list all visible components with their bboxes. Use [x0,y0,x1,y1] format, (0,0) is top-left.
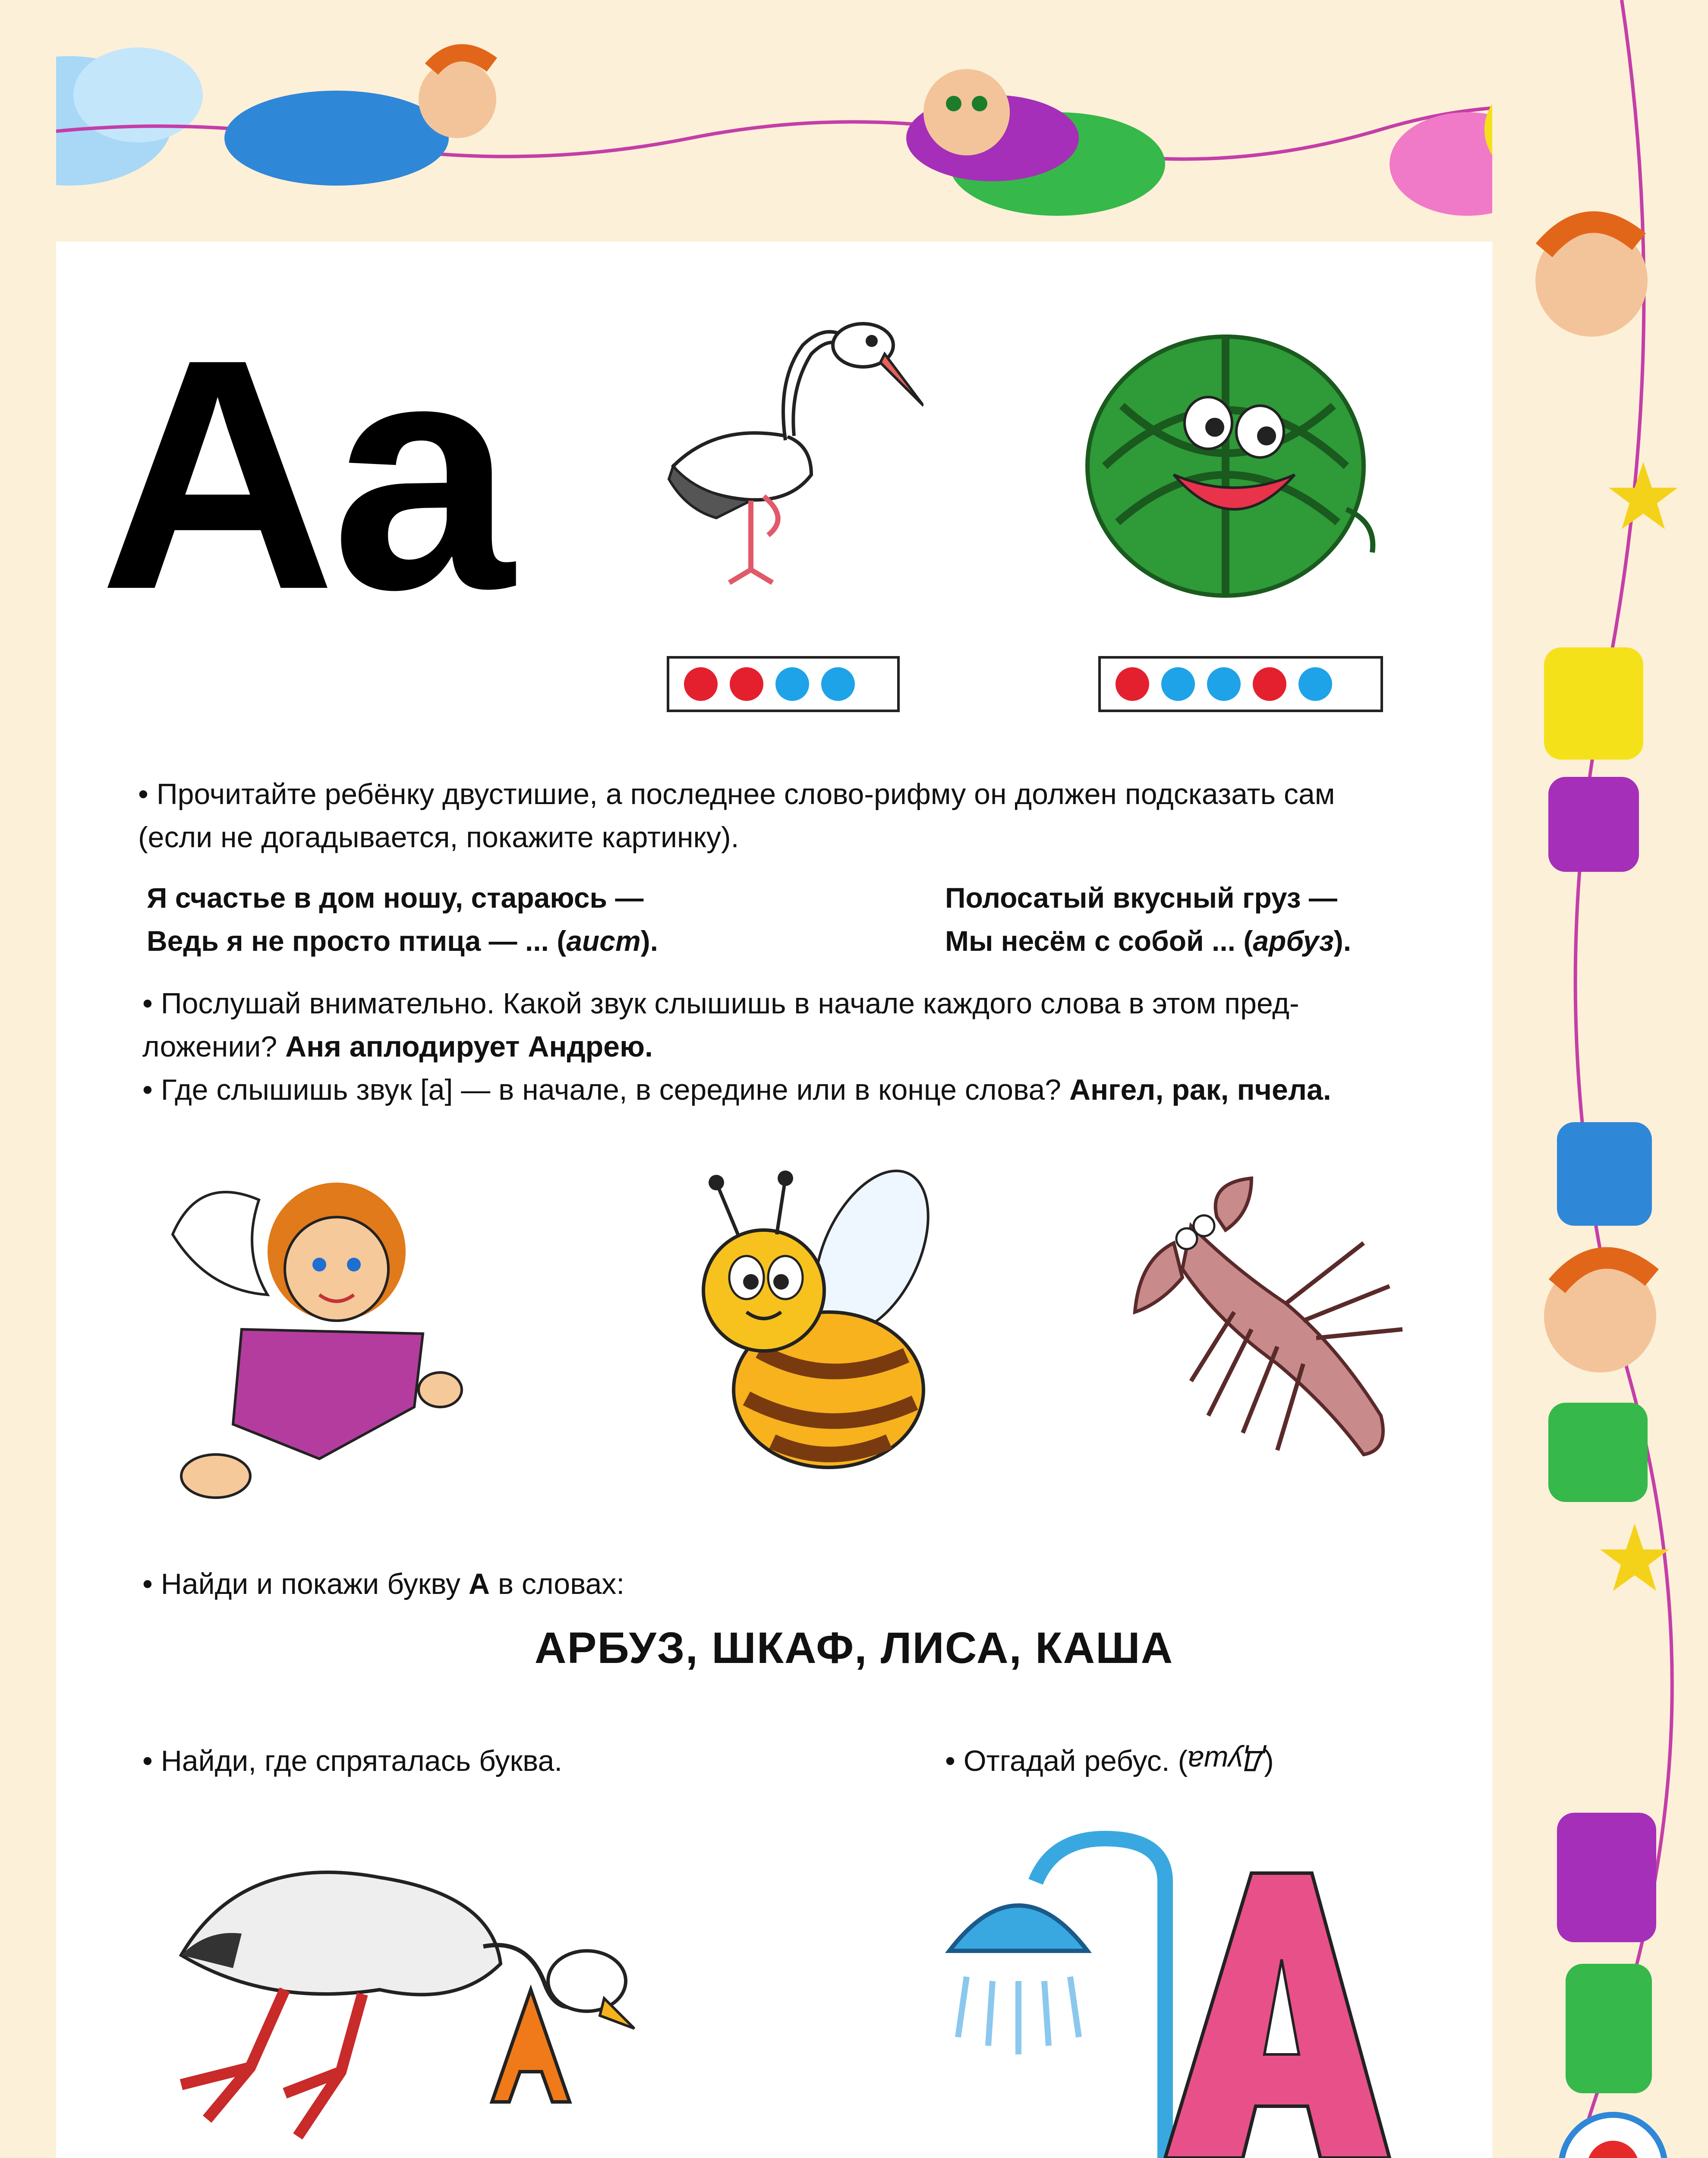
verse-watermelon-line-2 [945,919,1506,962]
crayfish-icon [1122,1174,1415,1476]
vowel-dot [684,667,718,701]
verse-stork-end: ). [640,925,658,957]
instruction-1-line-1: • Прочитайте ребёнку двустишие, а последнее слово-рифму он должен подсказать сам [138,778,1335,811]
stork-letter-icon [155,1826,639,2158]
angel-icon [155,1148,466,1519]
vowel-dot [730,667,763,701]
border-right [1492,0,1708,2158]
vowel-dot [1253,667,1286,701]
consonant-dot [1207,667,1241,701]
instruction-4-end: в словах: [489,1568,625,1600]
border-left [0,0,56,2158]
instruction-2-sentence: Аня аплодирует Андрею. [285,1030,653,1063]
verse-watermelon-end: ). [1333,925,1352,957]
stork-icon [621,293,923,596]
instruction-4 [142,1562,1264,1606]
instruction-2-text: ложении? [142,1030,286,1063]
task-rebus-text: • Отгадай ребус. ( [945,1745,1188,1777]
consonant-dot [1161,667,1195,701]
instruction-3 [142,1068,1480,1111]
consonant-dot [1298,667,1332,701]
instruction-1 [138,773,1476,859]
border-top [0,0,1708,242]
verse-stork-text: Ведь я не просто птица — ... ( [147,925,567,957]
task-rebus-end: ) [1264,1745,1274,1777]
verse-stork-line-1: Я счастье в дом ношу, стараюсь — [147,882,644,914]
shower-rebus-icon [923,1821,1398,2158]
task-rebus [945,1739,1463,1783]
verse-stork-line-2 [147,919,794,962]
word-list: АРБУЗ, ШКАФ, ЛИСА, КАША [534,1623,1174,1672]
bee-icon [673,1165,967,1502]
verse-stork-answer: аист [566,925,641,957]
instruction-3-text: • Где слышишь звук [а] — в начале, в середине или в конце слова? [142,1073,1069,1106]
consonant-dot [775,667,809,701]
sound-scheme-watermelon [1098,656,1383,712]
letter-lower: а [331,291,505,658]
border-right-art [1492,0,1708,2158]
instruction-4-letter: А [468,1568,490,1600]
verse-stork [147,876,794,962]
letter-heading [99,291,505,658]
watermelon-icon [1079,319,1390,604]
consonant-dot [821,667,855,701]
instruction-4-text: • Найди и покажи букву [142,1568,469,1600]
sound-scheme-stork [667,656,900,712]
instruction-2-line-1: • Послушай внимательно. Какой звук слышишь в начале каждого слова в этом пред- [142,987,1299,1020]
instruction-2-line-2 [142,1025,1480,1068]
instruction-2 [142,982,1480,1111]
border-top-art [0,0,1708,242]
verse-watermelon-text: Мы несём с собой ... ( [945,925,1253,957]
verse-watermelon-line-1: Полосатый вкусный груз — [945,882,1337,914]
letter-upper: А [99,291,332,658]
task-hidden-letter: • Найди, где спряталась буква. [142,1745,563,1777]
verse-watermelon-answer: арбуз [1253,925,1334,957]
verse-watermelon [945,876,1506,962]
instruction-1-line-2: (если не догадывается, покажите картинку). [138,821,739,854]
instruction-3-words: Ангел, рак, пчела. [1069,1073,1331,1106]
task-rebus-answer: Душа [1188,1745,1264,1777]
vowel-dot [1116,667,1149,701]
